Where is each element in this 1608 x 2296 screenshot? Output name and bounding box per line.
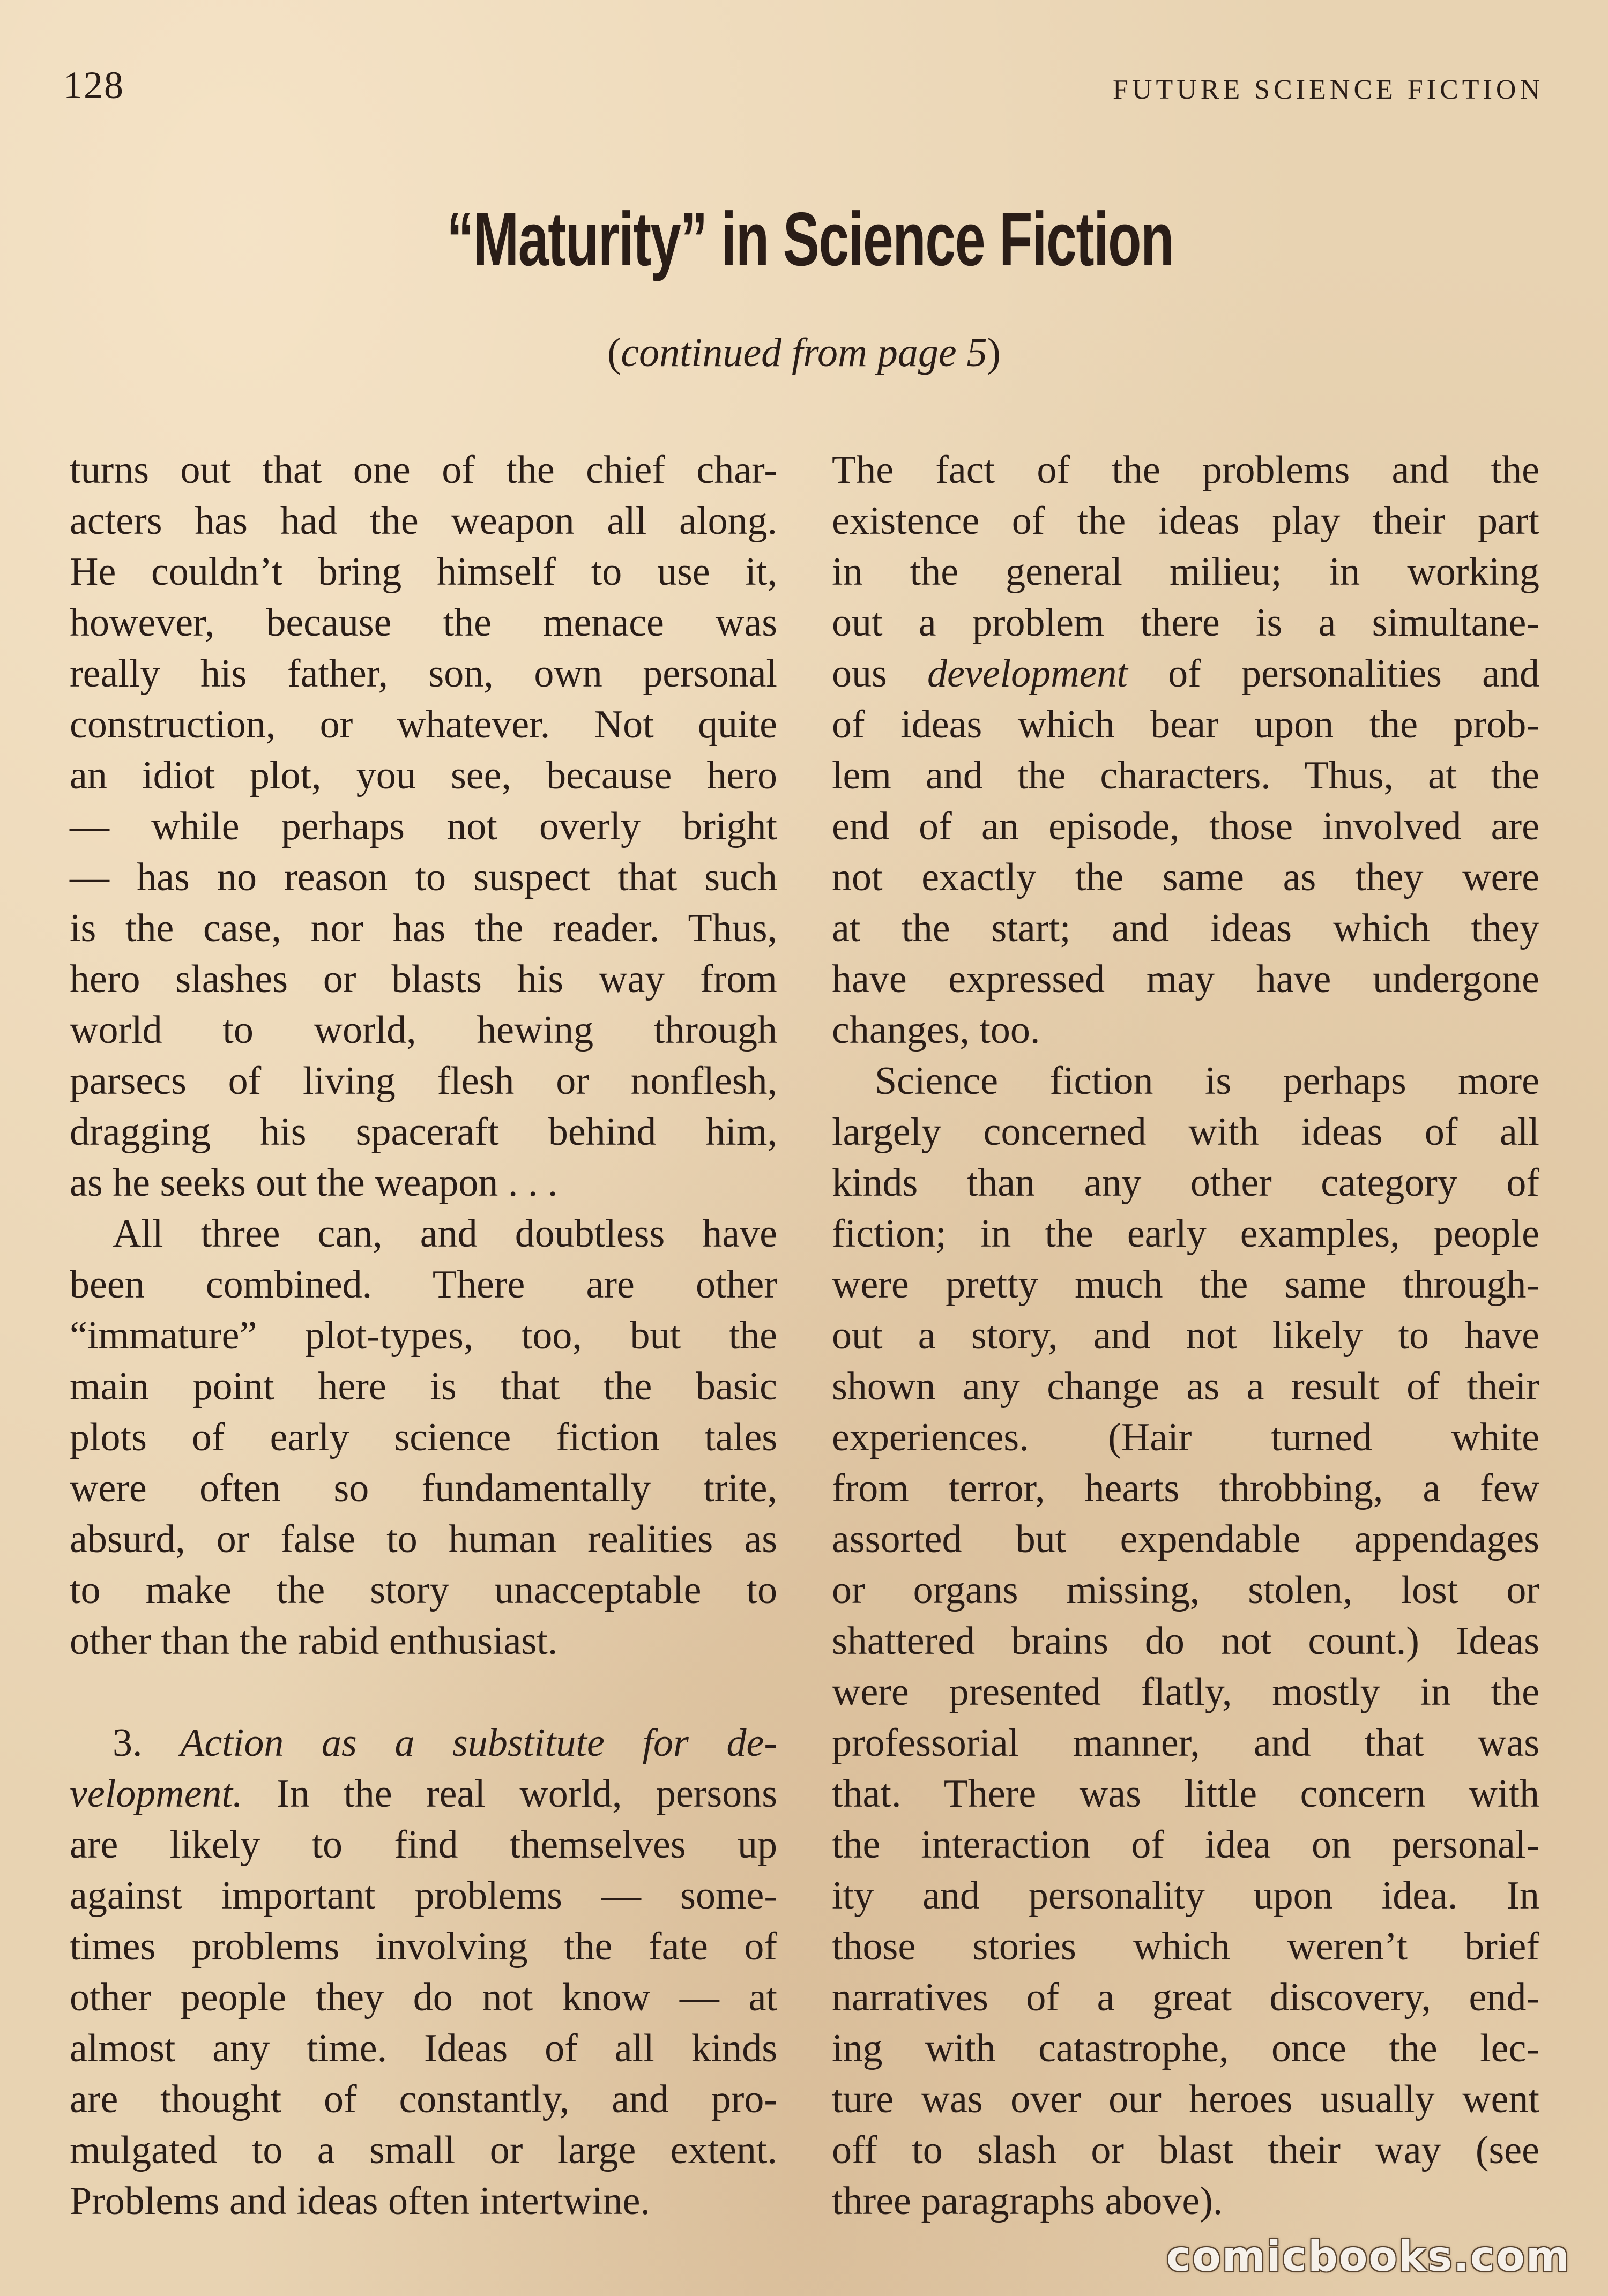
text-line: are likely to find themselves up: [70, 1823, 777, 1867]
text-line: existence of the ideas play their part: [832, 499, 1539, 543]
text-line: largely concerned with ideas of all: [832, 1110, 1539, 1154]
page-number: 128: [63, 64, 124, 107]
text-line: were pretty much the same through-: [832, 1263, 1539, 1307]
text-line: the interaction of idea on personal-: [832, 1823, 1539, 1867]
text-line: world to world, hewing through: [70, 1008, 777, 1052]
continued-close-paren: ): [987, 330, 1001, 375]
text-line: been combined. There are other: [70, 1263, 777, 1307]
text-line: “immature” plot-types, too, but the: [70, 1314, 777, 1358]
text-line: ing with catastrophe, once the lec-: [832, 2026, 1539, 2070]
running-head: [63, 63, 1544, 111]
text-line: changes, too.: [832, 1008, 1040, 1052]
text-line: fiction; in the early examples, people: [832, 1212, 1539, 1256]
text-line: three paragraphs above).: [832, 2179, 1223, 2223]
text-line: against important problems — some-: [70, 1874, 777, 1918]
right-column: [832, 445, 1539, 2227]
text-line: absurd, or false to human realities as: [70, 1517, 777, 1561]
text-line: assorted but expendable appendages: [832, 1517, 1539, 1561]
text-line: an idiot plot, you see, because hero: [70, 754, 777, 797]
text-line: other than the rabid enthusiast.: [70, 1619, 558, 1663]
text-line: of ideas which bear upon the prob-: [832, 703, 1539, 747]
text-line: kinds than any other category of: [832, 1161, 1539, 1205]
text-line: shown any change as a result of their: [832, 1365, 1539, 1408]
text-line: mulgated to a small or large extent.: [70, 2128, 777, 2172]
text-line: have expressed may have undergone: [832, 957, 1539, 1001]
text-line: All three can, and doubtless have: [113, 1212, 777, 1256]
section-line-rest: In the real world, persons: [277, 1772, 777, 1816]
text-line: that. There was little concern with: [832, 1772, 1539, 1816]
line-5-post: of personalities and: [1168, 652, 1540, 696]
left-paragraph-3: [70, 1718, 777, 2227]
text-line: construction, or whatever. Not quite: [70, 703, 777, 747]
text-line: plots of early science fiction tales: [70, 1415, 777, 1459]
right-paragraph-1-line-5: [832, 648, 1539, 699]
text-line: from terror, hearts throbbing, a few: [832, 1466, 1539, 1510]
text-line: or organs missing, stolen, lost or: [832, 1568, 1539, 1612]
text-line: dragging his spaceraft behind him,: [70, 1110, 777, 1154]
text-line: shattered brains do not count.) Ideas: [832, 1619, 1539, 1663]
text-line: parsecs of living flesh or nonflesh,: [70, 1059, 777, 1103]
text-line: in the general milieu; in working: [832, 550, 1539, 594]
continued-note: [0, 330, 1608, 376]
continued-open-paren: (: [607, 330, 621, 375]
text-line: not exactly the same as they were: [832, 855, 1539, 899]
left-paragraph-2: [70, 1209, 777, 1667]
article-title: “Maturity” in Science Fiction: [446, 197, 1174, 282]
text-line: were presented flatly, mostly in the: [832, 1670, 1539, 1714]
right-paragraph-1: [832, 445, 1539, 1056]
text-line: turns out that one of the chief char-: [70, 448, 777, 492]
emphasis-development: development: [927, 652, 1128, 696]
left-paragraph-1: [70, 445, 777, 1209]
text-line: hero slashes or blasts his way from: [70, 957, 777, 1001]
text-line: end of an episode, those involved are: [832, 804, 1539, 848]
text-line: ity and personality upon idea. In: [832, 1874, 1539, 1918]
left-column: [70, 445, 777, 2227]
left-paragraph-3-first-line: [70, 1718, 777, 1769]
text-line: out a story, and not likely to have: [832, 1314, 1539, 1358]
left-paragraph-3-body: [70, 1820, 777, 2227]
text-line: experiences. (Hair turned white: [832, 1415, 1539, 1459]
text-line: acters has had the weapon all along.: [70, 499, 777, 543]
text-line: He couldn’t bring himself to use it,: [70, 550, 777, 594]
right-paragraph-1-part-a: [832, 445, 1539, 648]
text-line: were often so fundamentally trite,: [70, 1466, 777, 1510]
text-line: ture was over our heroes usually went: [832, 2077, 1539, 2121]
text-line: lem and the characters. Thus, at the: [832, 754, 1539, 797]
right-paragraph-1-part-b: [832, 699, 1539, 1056]
text-line: off to slash or blast their way (see: [832, 2128, 1539, 2172]
text-line: Problems and ideas often intertwine.: [70, 2179, 651, 2223]
text-line: as he seeks out the weapon . . .: [70, 1161, 558, 1205]
text-line: professorial manner, and that was: [832, 1721, 1539, 1765]
text-line: really his father, son, own personal: [70, 652, 777, 696]
text-line: times problems involving the fate of: [70, 1925, 777, 1969]
section-number: 3.: [113, 1721, 143, 1765]
text-line: at the start; and ideas which they: [832, 906, 1539, 950]
text-line: to make the story unacceptable to: [70, 1568, 777, 1612]
text-line: those stories which weren’t brief: [832, 1925, 1539, 1969]
section-heading: Action as a substitute for de-: [180, 1721, 777, 1765]
right-paragraph-2: [832, 1056, 1539, 2227]
text-line: Science fiction is perhaps more: [875, 1059, 1539, 1103]
text-line: out a problem there is a simultane-: [832, 601, 1539, 645]
text-line: other people they do not know — at: [70, 1976, 777, 2019]
text-line: The fact of the problems and the: [832, 448, 1539, 492]
text-line: — while perhaps not overly bright: [70, 804, 777, 848]
watermark-logo: comicbooks.com: [1166, 2233, 1570, 2281]
text-line: narratives of a great discovery, end-: [832, 1976, 1539, 2019]
text-line: however, because the menace was: [70, 601, 777, 645]
journal-name: FUTURE SCIENCE FICTION: [1112, 74, 1544, 105]
section-heading-continued: velopment.: [70, 1772, 243, 1816]
line-5-pre: ous: [832, 652, 887, 696]
text-line: main point here is that the basic: [70, 1365, 777, 1408]
text-line: is the case, nor has the reader. Thus,: [70, 906, 777, 950]
text-line: are thought of constantly, and pro-: [70, 2077, 777, 2121]
continued-text: continued from page 5: [621, 330, 987, 375]
left-paragraph-3-second-line: [70, 1769, 777, 1820]
text-line: — has no reason to suspect that such: [70, 855, 777, 899]
text-line: almost any time. Ideas of all kinds: [70, 2026, 777, 2070]
